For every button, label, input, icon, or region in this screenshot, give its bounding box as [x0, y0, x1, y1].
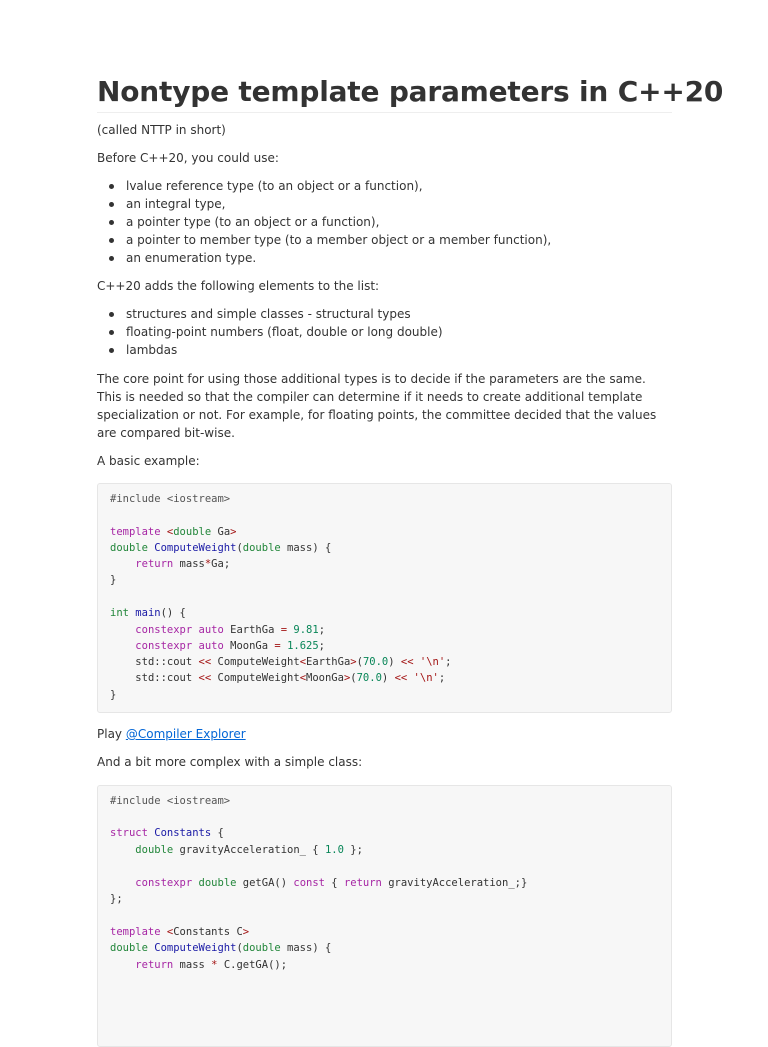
- list-item: an integral type,: [126, 195, 672, 213]
- list-added-cpp20: [97, 305, 672, 359]
- compiler-explorer-link[interactable]: @Compiler Explorer: [125, 727, 246, 741]
- list-item: a pointer type (to an object or a function),: [126, 213, 672, 231]
- code-line: struct Constants {: [110, 827, 224, 839]
- list-item: floating-point numbers (float, double or long double): [126, 323, 672, 341]
- code-line: #include <iostream>: [110, 795, 231, 807]
- code-block-basic: [97, 483, 672, 713]
- code-line: double ComputeWeight(double mass) {: [110, 942, 332, 954]
- code-line: constexpr double getGA() const { return gravityAcceleration_;}: [135, 877, 528, 889]
- play-line: Play @Compiler Explorer: [97, 727, 246, 741]
- bullet-icon: [109, 330, 114, 335]
- code-line: return mass*Ga;: [135, 558, 231, 570]
- code-line: };: [110, 893, 123, 905]
- list-item: an enumeration type.: [126, 249, 672, 267]
- list-item: structures and simple classes - structural types: [126, 305, 672, 323]
- bullet-icon: [109, 202, 114, 207]
- intro-before: Before C++20, you could use:: [97, 151, 279, 165]
- basic-example-label: A basic example:: [97, 454, 200, 468]
- code-line: template <double Ga>: [110, 526, 237, 538]
- intro-added: C++20 adds the following elements to the list:: [97, 279, 380, 293]
- bullet-icon: [109, 184, 114, 189]
- code-line: constexpr auto MoonGa = 1.625;: [135, 640, 325, 652]
- bullet-icon: [109, 256, 114, 261]
- code-line: template <Constants C>: [110, 926, 250, 938]
- intro-short-name: (called NTTP in short): [97, 123, 226, 137]
- page-title: Nontype template parameters in C++20: [97, 74, 672, 113]
- code-line: double ComputeWeight(double mass) {: [110, 542, 332, 554]
- core-paragraph: The core point for using those additional types is to decide if the parameters are the same. This is needed so that the compiler can determine if it needs to create additional template specialization or not. For example, for floating points, the committee decided that the values are compared bit-wise.: [97, 372, 657, 440]
- code-line: }: [110, 689, 117, 701]
- bullet-icon: [109, 220, 114, 225]
- code-line: #include <iostream>: [110, 493, 231, 505]
- code-line: }: [110, 574, 117, 586]
- bullet-icon: [109, 238, 114, 243]
- complex-example-label: And a bit more complex with a simple class:: [97, 755, 363, 769]
- code-line: int main() {: [110, 607, 186, 619]
- code-line: constexpr auto EarthGa = 9.81;: [135, 624, 326, 636]
- code-line: std::cout << ComputeWeight<MoonGa>(70.0) << '\n';: [135, 672, 446, 684]
- code-line: double gravityAcceleration_ { 1.0 };: [135, 844, 363, 856]
- list-item: lambdas: [126, 341, 672, 359]
- list-item: a pointer to member type (to a member object or a member function),: [126, 231, 672, 249]
- list-item: lvalue reference type (to an object or a function),: [126, 177, 672, 195]
- code-line: return mass * C.getGA();: [135, 959, 288, 971]
- code-block-class: [97, 785, 672, 1047]
- code-line: std::cout << ComputeWeight<EarthGa>(70.0) << '\n';: [135, 656, 452, 668]
- bullet-icon: [109, 348, 114, 353]
- list-before-cpp20: [97, 177, 672, 267]
- bullet-icon: [109, 312, 114, 317]
